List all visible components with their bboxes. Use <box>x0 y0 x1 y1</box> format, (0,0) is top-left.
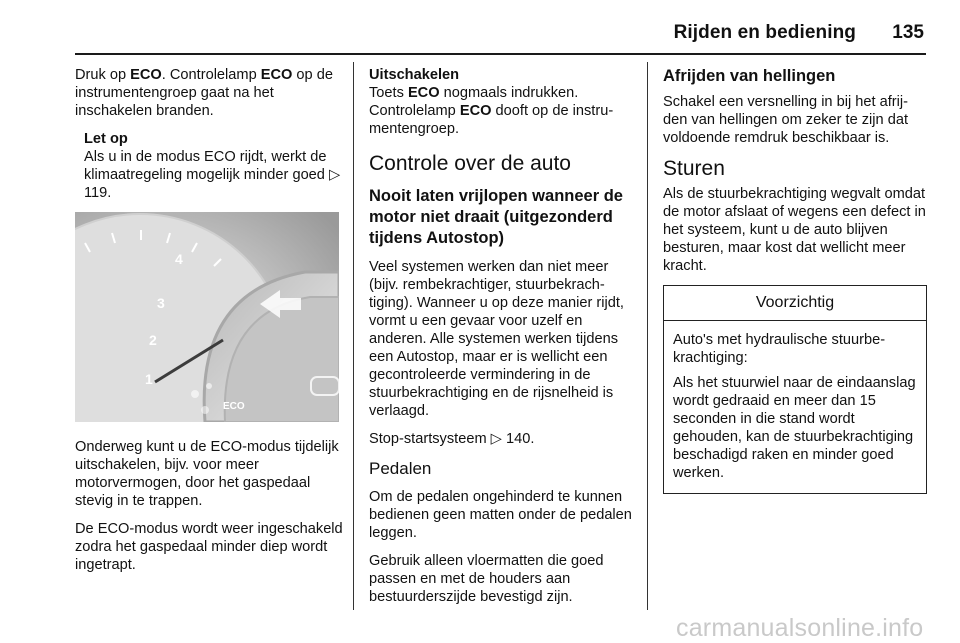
page-header-title: Rijden en bediening <box>673 22 856 43</box>
vrijlopen-paragraph: Veel systemen werken dan niet meer (bijv. rembekrachtiger, stuurbekrachtiging). Wanneer u op deze manier rijdt, vormt u een gevaar voor uzelf en anderen. Alle systemen werken tijdens een Autostop, maar er is wellicht een gecontroleerde vermindering in de stuurbekrachtiging en de rijsnelheid is verlaagd. <box>369 259 624 419</box>
pedalen-paragraph-2: Gebruik alleen vloermatten die goed passen en met de houders aan bestuurderszijde bevestigd zijn. <box>369 553 604 605</box>
page-number: 135 <box>892 22 924 43</box>
sturen-paragraph: Als de stuurbekrachtiging wegvalt omdat de motor afslaat of wegens een defect in het systeem, kunt u de auto blijven besturen, maar kost dat wellicht meer kracht. <box>663 186 926 274</box>
note-title: Let op <box>84 131 128 147</box>
eco-off-paragraph: Onderweg kunt u de ECO-modus tijdelijk uitschakelen, bijv. voor meer motorvermogen, door het gaspedaal stevig in te trappen. <box>75 439 339 509</box>
column-2 <box>369 66 637 616</box>
eco-intro-paragraph: Druk op ECO. Controlelamp ECO op de instrumentengroep gaat na het inschakelen branden. <box>75 67 333 119</box>
column-divider-1 <box>353 62 354 610</box>
section-heading-controle: Controle over de auto <box>369 152 571 175</box>
subheading-pedalen: Pedalen <box>369 459 432 478</box>
subheading-afrijden: Afrijden van hellingen <box>663 67 836 85</box>
caution-box-body <box>664 321 926 493</box>
caution-box-title: Voorzichtig <box>664 286 926 321</box>
uitschakelen-paragraph: Toets ECO nogmaals indrukken. Controlelamp ECO dooft op de instrumentengroep. <box>369 85 614 137</box>
eco-gauge-image <box>75 212 339 422</box>
column-1 <box>75 66 343 584</box>
gauge-tick-label: 4 <box>175 251 183 267</box>
afrijden-paragraph: Schakel een versnelling in bij het afrijden van hellingen om zeker te zijn dat voldoende remdruk beschikbaar is. <box>663 94 909 146</box>
section-heading-sturen: Sturen <box>663 157 725 180</box>
page-ref-arrow-icon: ▷ <box>490 431 502 447</box>
pedalen-paragraph-1: Om de pedalen ongehinderd te kunnen bedienen geen matten onder de pedalen leggen. <box>369 489 632 541</box>
watermark-text: carmanualsonline.info <box>676 614 924 642</box>
note-text: Als u in de modus ECO rijdt, werkt de klimaatregeling mogelijk minder goed ▷ 119. <box>84 149 341 201</box>
page-ref-arrow-icon: ▷ <box>328 167 341 183</box>
caution-paragraph-1: Auto's met hydraulische stuurbekrachtiging: <box>673 332 886 366</box>
gauge-tick-label: 1 <box>145 371 153 387</box>
uitschakelen-title: Uitschakelen <box>369 67 460 83</box>
column-divider-2 <box>647 62 648 610</box>
column-3 <box>663 66 927 494</box>
caution-box <box>663 285 927 494</box>
eco-on-paragraph: De ECO-modus wordt weer ingeschakeld zodra het gaspedaal minder diep wordt ingetrapt. <box>75 521 343 573</box>
note-block <box>84 130 343 202</box>
header-rule <box>75 53 926 55</box>
gauge-tick-label: 3 <box>157 295 165 311</box>
gauge-tick-label: 2 <box>149 332 157 348</box>
gauge-eco-label: ECO <box>223 401 245 412</box>
subheading-vrijlopen: Nooit laten vrijlopen wanneer de motor niet draait (uitgezonderd tijdens Autostop) <box>369 187 623 247</box>
caution-paragraph-2: Als het stuurwiel naar de eindaanslag wordt gedraaid en meer dan 15 seconden in die stand wordt gehouden, kan de stuurbekrachtiging beschadigd raken en minder goed werken. <box>673 375 916 481</box>
stop-start-reference: Stop-startsysteem ▷ 140. <box>369 431 535 447</box>
